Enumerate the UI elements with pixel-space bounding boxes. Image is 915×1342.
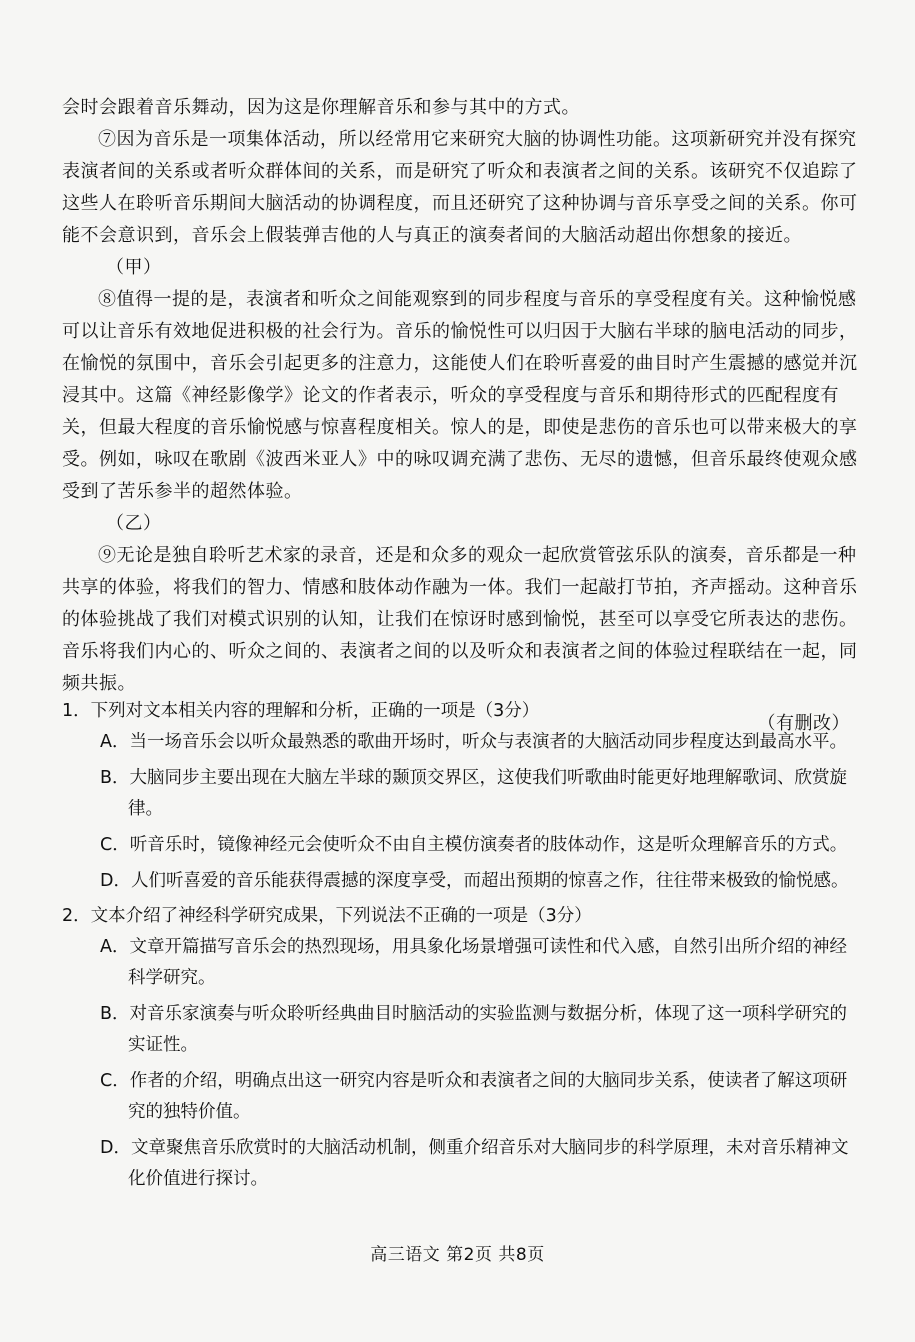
reading-passage	[62, 92, 862, 740]
paragraph-8: ⑧值得一提的是，表演者和听众之间能观察到的同步程度与音乐的享受程度有关。这种愉悦感可以让音乐有效地促进积极的社会行为。音乐的愉悦性可以归因于大脑右半球的脑电活动的同步，在愉悦的氛围中，音乐会引起更多的注意力，这能使人们在聆听喜爱的曲目时产生震撼的感觉并沉浸其中。这篇《神经影像学》论文的作者表示，听众的享受程度与音乐和期待形式的匹配程度有关，但最大程度的音乐愉悦感与惊喜程度相关。惊人的是，即使是悲伤的音乐也可以带来极大的享受。例如，咏叹在歌剧《波西米亚人》中的咏叹调充满了悲伤、无尽的遗憾，但音乐最终使观众感受到了苦乐参半的超然体验。	[62, 289, 858, 502]
option-c: C．作者的介绍，明确点出这一研究内容是听众和表演者之间的大脑同步关系，使读者了解这项研究的独特价值。	[100, 1071, 848, 1122]
option-b: B．大脑同步主要出现在大脑左半球的颞顶交界区，这使我们听歌曲时能更好地理解歌词、欣赏旋律。	[100, 768, 848, 819]
source-note: （有删改）	[757, 713, 850, 734]
marker-jia: （甲）	[106, 257, 162, 278]
question-stem: 2．文本介绍了神经科学研究成果，下列说法不正确的一项是（3分）	[62, 906, 592, 926]
paragraph-9: ⑨无论是独自聆听艺术家的录音，还是和众多的观众一起欣赏管弦乐队的演奏，音乐都是一种共享的体验，将我们的智力、情感和肢体动作融为一体。我们一起敲打节拍，齐声摇动。这种音乐的体验挑战了我们对模式识别的认知，让我们在惊讶时感到愉悦，甚至可以享受它所表达的悲伤。音乐将我们内心的、听众之间的、表演者之间的以及听众和表演者之间的体验过程联结在一起，同频共振。	[62, 545, 858, 694]
page-footer: 高三语文 第2页 共8页	[370, 1245, 545, 1265]
option-d: D．文章聚焦音乐欣赏时的大脑活动机制，侧重介绍音乐对大脑同步的科学原理，未对音乐精神文化价值进行探讨。	[100, 1138, 849, 1189]
question-stem: 1．下列对文本相关内容的理解和分析，正确的一项是（3分）	[62, 701, 540, 721]
option-c: C．听音乐时，镜像神经元会使听众不由自主模仿演奏者的肢体动作，这是听众理解音乐的方式。	[100, 835, 848, 855]
marker-yi: （乙）	[106, 513, 162, 534]
option-d: D．人们听喜爱的音乐能获得震撼的深度享受，而超出预期的惊喜之作，往往带来极致的愉悦感。	[100, 871, 849, 891]
paragraph-6-ending: 会时会跟着音乐舞动，因为这是你理解音乐和参与其中的方式。	[62, 97, 580, 118]
question-2	[62, 901, 862, 1195]
question-list	[62, 696, 862, 1199]
paragraph-7: ⑦因为音乐是一项集体活动，所以经常用它来研究大脑的协调性功能。这项新研究并没有探究表演者间的关系或者听众群体间的关系，而是研究了听众和表演者之间的关系。该研究不仅追踪了这些人在聆听音乐期间大脑活动的协调程度，而且还研究了这种协调与音乐享受之间的关系。你可能不会意识到，音乐会上假装弹吉他的人与真正的演奏者间的大脑活动超出你想象的接近。	[62, 129, 858, 246]
question-1	[62, 696, 862, 897]
option-a: A．当一场音乐会以听众最熟悉的歌曲开场时，听众与表演者的大脑活动同步程度达到最高水平。	[100, 732, 847, 752]
option-a: A．文章开篇描写音乐会的热烈现场，用具象化场景增强可读性和代入感，自然引出所介绍的神经科学研究。	[100, 937, 847, 988]
option-b: B．对音乐家演奏与听众聆听经典曲目时脑活动的实验监测与数据分析，体现了这一项科学研究的实证性。	[100, 1004, 848, 1055]
